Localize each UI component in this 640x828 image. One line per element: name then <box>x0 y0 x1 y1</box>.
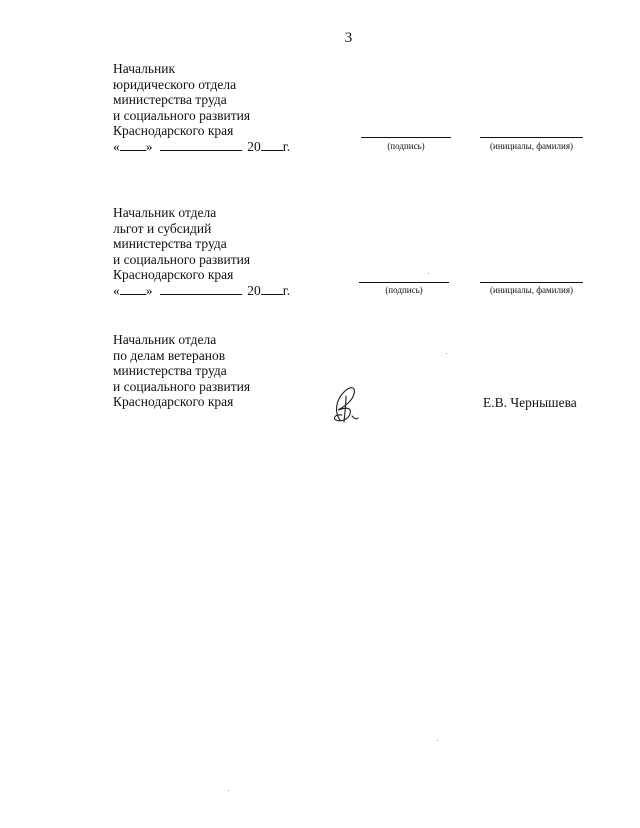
scan-speck <box>228 790 229 791</box>
year-prefix: 20 <box>247 138 261 154</box>
name-caption: (инициалы, фамилия) <box>490 141 573 151</box>
day-blank <box>120 283 146 295</box>
scan-speck <box>428 273 429 274</box>
position-line: и социального развития <box>113 378 251 394</box>
year-suffix: г. <box>282 282 291 298</box>
position-title <box>113 61 593 139</box>
name-line <box>480 137 583 138</box>
page-number: 3 <box>344 30 353 46</box>
signature-caption: (подпись) <box>385 285 423 295</box>
position-line: Начальник отдела <box>113 205 217 220</box>
position-line: Краснодарского края <box>113 123 234 138</box>
position-line: по делам ветеранов <box>113 347 226 363</box>
month-blank <box>160 139 242 151</box>
year-suffix: г. <box>282 138 291 154</box>
position-line: министерства труда <box>113 92 227 107</box>
position-line: юридического отдела <box>113 76 237 92</box>
scan-speck <box>446 353 447 354</box>
date-open-quote: « <box>113 282 120 298</box>
date-open-quote: « <box>113 138 120 154</box>
position-line: министерства труда <box>113 236 227 251</box>
position-line: и социального развития <box>113 107 251 123</box>
position-line: льгот и субсидий <box>113 220 212 236</box>
position-line: министерства труда <box>113 363 227 378</box>
signature-caption: (подпись) <box>387 141 425 151</box>
month-blank <box>160 283 242 295</box>
signature-line <box>359 282 449 283</box>
position-line: Краснодарского края <box>113 394 234 409</box>
date-close-quote: » <box>145 282 153 298</box>
day-blank <box>120 139 146 151</box>
signature-line <box>361 137 451 138</box>
position-line: Начальник <box>113 61 176 76</box>
position-line: Краснодарского края <box>113 267 234 282</box>
position-line: Начальник отдела <box>113 332 217 347</box>
scan-speck <box>437 740 438 741</box>
signer-name: Е.В. Чернышева <box>483 395 577 410</box>
position-line: и социального развития <box>113 251 251 267</box>
year-blank <box>261 139 283 151</box>
name-caption: (инициалы, фамилия) <box>490 285 573 295</box>
name-line <box>480 282 583 283</box>
handwritten-signature <box>326 382 366 426</box>
year-blank <box>261 283 283 295</box>
position-title <box>113 205 593 283</box>
year-prefix: 20 <box>247 282 261 298</box>
date-close-quote: » <box>145 138 153 154</box>
